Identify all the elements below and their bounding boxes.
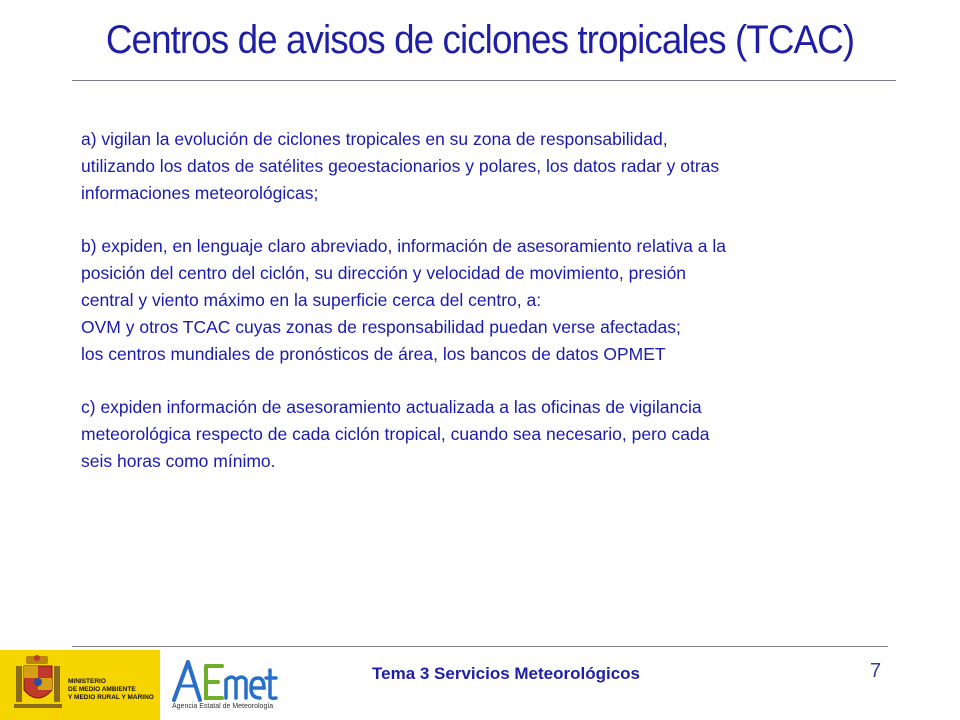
text-line: los centros mundiales de pronósticos de área, los bancos de datos OPMET — [81, 344, 666, 364]
ministry-line: MINISTERIO — [68, 678, 106, 685]
text-line: c) expiden información de asesoramiento actualizada a las oficinas de vigilancia — [81, 397, 702, 417]
footer-divider — [72, 646, 888, 647]
text-line: OVM y otros TCAC cuyas zonas de responsabilidad puedan verse afectadas; — [81, 317, 681, 337]
text-line: meteorológica respecto de cada ciclón tropical, cuando sea necesario, pero cada — [81, 424, 710, 444]
ministry-line: Y MEDIO RURAL Y MARINO — [68, 694, 154, 701]
footer-title: Tema 3 Servicios Meteorológicos — [372, 664, 640, 683]
page-number: 7 — [870, 660, 882, 682]
aemet-logo — [170, 656, 282, 704]
text-line: b) expiden, en lenguaje claro abreviado, información de asesoramiento relativa a la — [81, 236, 726, 256]
slide-title: Centros de avisos de ciclones tropicales (TCAC) — [105, 18, 855, 62]
paragraph-b — [81, 233, 881, 368]
ministry-name — [68, 678, 154, 702]
text-line: central y viento máximo en la superficie cerca del centro, a: — [81, 290, 542, 310]
title-divider — [72, 80, 896, 81]
paragraph-a — [81, 126, 881, 207]
paragraph-c — [81, 394, 881, 475]
text-line: informaciones meteorológicas; — [81, 183, 319, 203]
slide-body — [81, 126, 881, 501]
aemet-subtitle: Agencia Estatal de Meteorología — [172, 703, 274, 710]
text-line: a) vigilan la evolución de ciclones tropicales en su zona de responsabilidad, — [81, 129, 668, 149]
spanish-crest-icon — [12, 654, 64, 716]
text-line: utilizando los datos de satélites geoestacionarios y polares, los datos radar y otras — [81, 156, 720, 176]
text-line: seis horas como mínimo. — [81, 451, 276, 471]
text-line: posición del centro del ciclón, su dirección y velocidad de movimiento, presión — [81, 263, 687, 283]
ministry-line: DE MEDIO AMBIENTE — [68, 686, 136, 693]
